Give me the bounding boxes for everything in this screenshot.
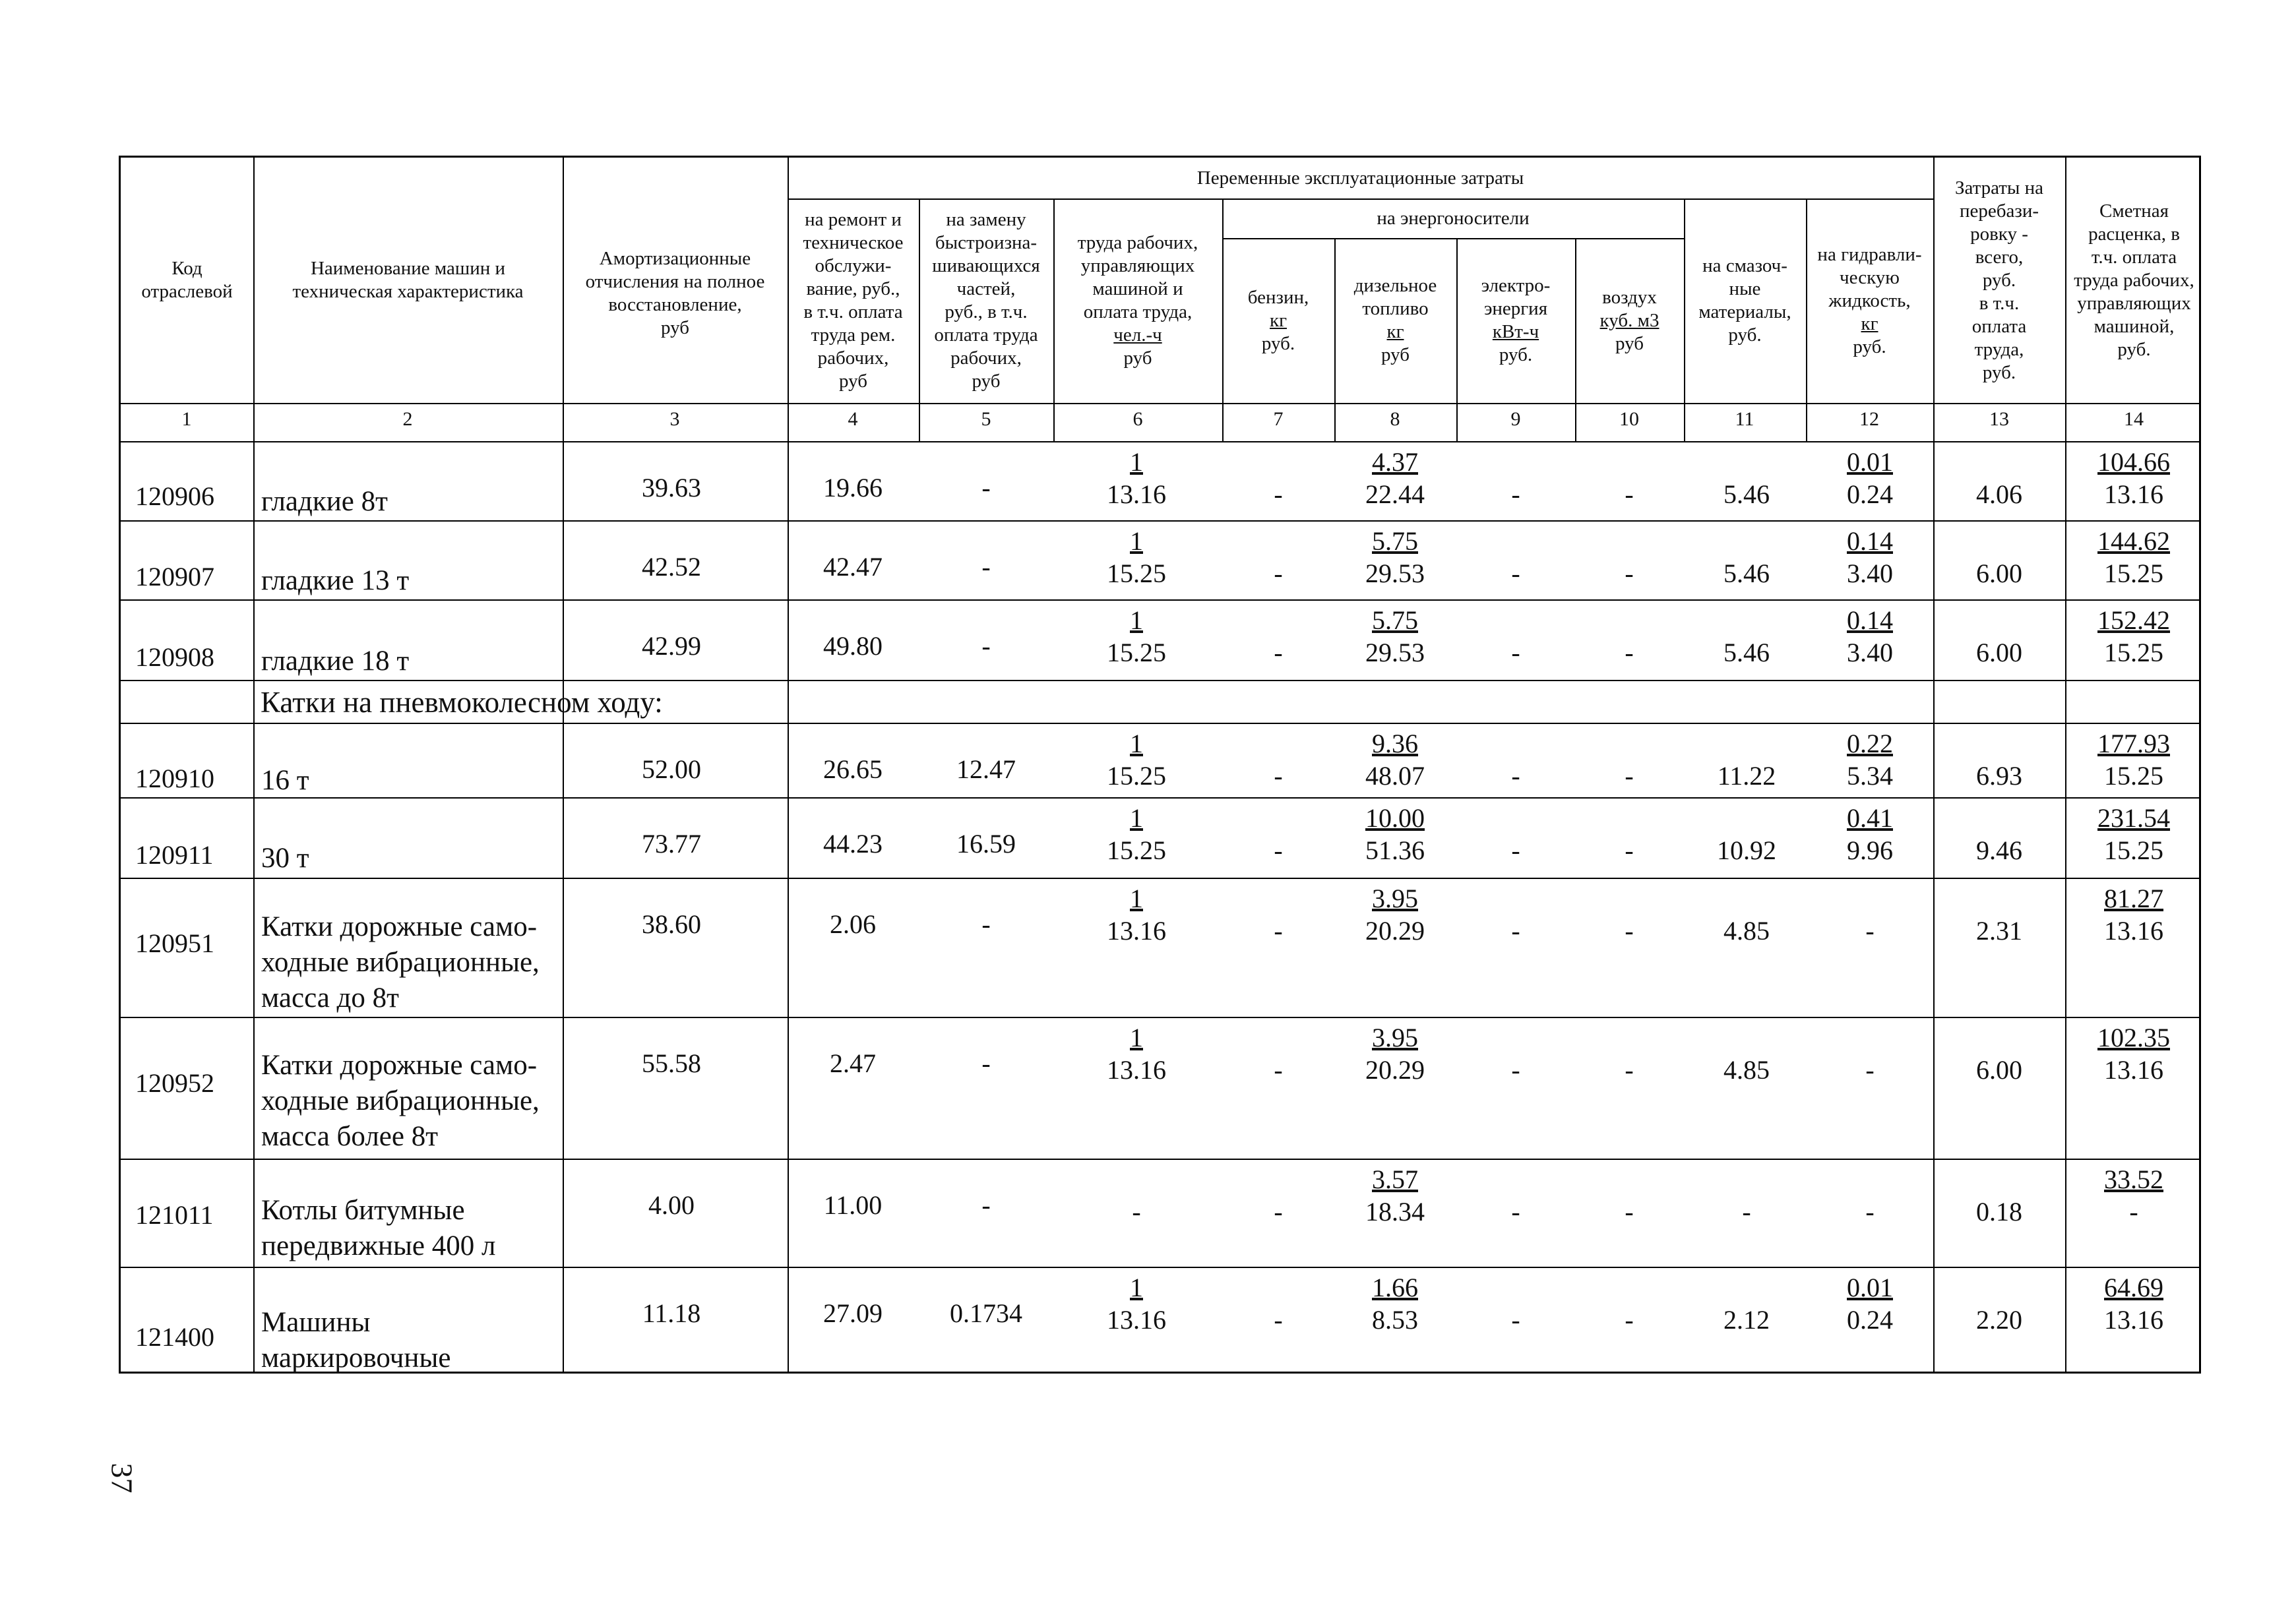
cell-electric: - xyxy=(1511,638,1520,667)
col-number: 2 xyxy=(402,408,413,430)
cell-parts: 0.1734 xyxy=(950,1298,1022,1328)
row-line xyxy=(121,599,2199,601)
cell-petrol: - xyxy=(1274,1055,1283,1085)
row-name: Катки дорожные само- ходные вибрационные, масса до 8т xyxy=(261,911,540,1014)
col-divider xyxy=(919,403,920,441)
cell-petrol: - xyxy=(1274,1197,1283,1226)
cell-electric: - xyxy=(1511,916,1520,946)
cell-electric: - xyxy=(1511,1055,1520,1085)
cell-diesel-kg: 4.37 xyxy=(1372,447,1418,477)
row-name: гладкие 8т xyxy=(261,486,388,517)
cell-air: - xyxy=(1625,835,1634,865)
cell-repair: 49.80 xyxy=(823,631,883,661)
cell-amortization: 11.18 xyxy=(642,1298,701,1328)
cell-relocation: 4.06 xyxy=(1976,479,2022,509)
cell-labor-hours: 1 xyxy=(1130,803,1143,833)
cell-labor-rub: 15.25 xyxy=(1107,559,1166,588)
cell-rate-labor: 13.16 xyxy=(2104,916,2163,946)
cell-rate-total: 152.42 xyxy=(2097,605,2170,635)
hdr-labor xyxy=(1053,198,1222,403)
col-number: 7 xyxy=(1273,408,1284,430)
cell-labor-rub: 15.25 xyxy=(1107,638,1166,667)
cell-lubricants: 11.22 xyxy=(1717,761,1776,791)
cell-relocation: 6.00 xyxy=(1976,559,2022,588)
cell-labor-hours: 1 xyxy=(1130,1023,1143,1052)
hdr-electric xyxy=(1456,238,1575,403)
cell-repair: 2.06 xyxy=(830,909,876,939)
cell-relocation: 2.20 xyxy=(1976,1305,2022,1335)
cell-rate-total: 81.27 xyxy=(2104,884,2163,913)
cell-diesel-kg: 3.57 xyxy=(1372,1165,1418,1194)
cell-hydraulic-kg: 0.01 xyxy=(1847,447,1893,477)
row-line xyxy=(121,680,2199,681)
cell-petrol: - xyxy=(1274,1305,1283,1335)
cell-air: - xyxy=(1625,1305,1634,1335)
row-name: 30 т xyxy=(261,843,309,874)
col-number: 8 xyxy=(1390,408,1400,430)
hdr-energy: на энергоносители xyxy=(1377,207,1530,229)
row-name: гладкие 18 т xyxy=(261,646,410,677)
cell-lubricants: 5.46 xyxy=(1723,638,1770,667)
cell-labor-rub: 13.16 xyxy=(1107,479,1166,509)
cell-parts: 12.47 xyxy=(956,754,1016,784)
col-divider xyxy=(1456,403,1458,441)
cell-diesel-rub: 20.29 xyxy=(1365,1055,1425,1085)
hdr-diesel-rub: руб xyxy=(1381,344,1410,365)
cell-air: - xyxy=(1625,638,1634,667)
cell-lubricants: - xyxy=(1742,1197,1751,1226)
cell-repair: 11.00 xyxy=(823,1190,883,1220)
col-divider xyxy=(1222,403,1224,441)
page-number: 37 xyxy=(105,1463,139,1494)
cell-air: - xyxy=(1625,1197,1634,1226)
hdr-diesel xyxy=(1334,238,1456,403)
cell-relocation: 6.00 xyxy=(1976,1055,2022,1085)
cell-repair: 26.65 xyxy=(823,754,883,784)
cell-diesel-rub: 29.53 xyxy=(1365,638,1425,667)
hdr-petrol-unit: кг xyxy=(1270,309,1287,331)
col-number: 1 xyxy=(181,408,192,430)
cell-rate-labor: 15.25 xyxy=(2104,835,2163,865)
cell-repair: 2.47 xyxy=(830,1048,876,1078)
row-code: 120952 xyxy=(135,1068,214,1098)
cell-labor-hours: 1 xyxy=(1130,729,1143,758)
hdr-electric-text: электро- энергия xyxy=(1481,275,1551,319)
hdr-electric-rub: руб. xyxy=(1499,344,1533,365)
cell-petrol: - xyxy=(1274,761,1283,791)
hdr-petrol-text: бензин, xyxy=(1247,286,1309,308)
cell-rate-total: 33.52 xyxy=(2104,1165,2163,1194)
cell-rate-labor: 15.25 xyxy=(2104,638,2163,667)
cell-electric: - xyxy=(1511,479,1520,509)
cell-hydraulic-rub: 9.96 xyxy=(1847,835,1893,865)
cell-rate-total: 102.35 xyxy=(2097,1023,2170,1052)
row-name: Машины маркировочные xyxy=(261,1307,451,1374)
cell-hydraulic-kg: 0.41 xyxy=(1847,803,1893,833)
hdr-diesel-unit: кг xyxy=(1386,321,1404,342)
cell-parts: 16.59 xyxy=(956,829,1016,859)
cell-amortization: 42.52 xyxy=(642,552,701,582)
cell-diesel-rub: 48.07 xyxy=(1365,761,1425,791)
cell-parts: - xyxy=(981,552,991,582)
cell-petrol: - xyxy=(1274,638,1283,667)
hdr-air-rub: руб xyxy=(1615,332,1644,354)
cell-hydraulic-kg: 0.22 xyxy=(1847,729,1893,758)
cell-diesel-kg: 9.36 xyxy=(1372,729,1418,758)
cell-rate-total: 64.69 xyxy=(2104,1273,2163,1302)
cell-petrol: - xyxy=(1274,479,1283,509)
cell-electric: - xyxy=(1511,835,1520,865)
cell-repair: 19.66 xyxy=(823,473,883,502)
cell-parts: - xyxy=(981,909,991,939)
col-divider xyxy=(1806,403,1807,441)
cell-diesel-rub: 51.36 xyxy=(1365,835,1425,865)
col-number: 13 xyxy=(1989,408,2009,430)
hdr-amort: Амортизационные отчисления на полное восстановление, руб xyxy=(585,248,765,338)
cell-petrol: - xyxy=(1274,559,1283,588)
cell-diesel-kg: 5.75 xyxy=(1372,526,1418,556)
cell-diesel-rub: 18.34 xyxy=(1365,1197,1425,1226)
col-number: 4 xyxy=(848,408,858,430)
hdr-rate: Сметная расценка, в т.ч. оплата труда рабочих, управляющих машиной, руб. xyxy=(2074,200,2194,360)
col-number: 10 xyxy=(1619,408,1639,430)
cell-amortization: 55.58 xyxy=(642,1048,701,1078)
cell-rate-total: 104.66 xyxy=(2097,447,2170,477)
cell-parts: - xyxy=(981,473,991,502)
col-divider xyxy=(1684,403,1685,441)
hdr-relocation: Затраты на перебази- ровку - всего, руб. в т.ч. оплата труда, руб. xyxy=(1954,177,2044,383)
cell-relocation: 9.46 xyxy=(1976,835,2022,865)
hdr-hydraulic-rub: руб. xyxy=(1853,336,1886,357)
cell-electric: - xyxy=(1511,1197,1520,1226)
cell-labor-hours: 1 xyxy=(1130,447,1143,477)
cell-rate-labor: 15.25 xyxy=(2104,761,2163,791)
cell-hydraulic-rub: - xyxy=(1865,1197,1875,1226)
cell-amortization: 73.77 xyxy=(642,829,701,859)
cell-electric: - xyxy=(1511,559,1520,588)
cell-electric: - xyxy=(1511,1305,1520,1335)
cell-amortization: 52.00 xyxy=(642,754,701,784)
row-name: 16 т xyxy=(261,765,309,796)
cell-relocation: 6.00 xyxy=(1976,638,2022,667)
col-number: 3 xyxy=(669,408,680,430)
cost-table xyxy=(119,156,2201,1374)
cell-diesel-rub: 20.29 xyxy=(1365,916,1425,946)
cell-relocation: 0.18 xyxy=(1976,1197,2022,1226)
cell-amortization: 38.60 xyxy=(642,909,701,939)
cell-air: - xyxy=(1625,1055,1634,1085)
cell-diesel-kg: 3.95 xyxy=(1372,1023,1418,1052)
row-name: Котлы битумные передвижные 400 л xyxy=(261,1195,496,1261)
hdr-petrol xyxy=(1222,238,1334,403)
cell-amortization: 39.63 xyxy=(642,473,701,502)
col-number: 12 xyxy=(1859,408,1879,430)
cell-diesel-rub: 22.44 xyxy=(1365,479,1425,509)
col-number: 5 xyxy=(981,408,991,430)
cell-hydraulic-rub: 5.34 xyxy=(1847,761,1893,791)
cell-rate-total: 144.62 xyxy=(2097,526,2170,556)
hdr-air-text: воздух xyxy=(1602,286,1657,308)
hdr-bottom xyxy=(121,403,2199,404)
cell-lubricants: 5.46 xyxy=(1723,559,1770,588)
cell-relocation: 6.93 xyxy=(1976,761,2022,791)
cell-parts: - xyxy=(981,1048,991,1078)
cell-electric: - xyxy=(1511,761,1520,791)
cell-labor-rub: 15.25 xyxy=(1107,761,1166,791)
hdr-electric-unit: кВт-ч xyxy=(1492,321,1539,342)
row-code: 120907 xyxy=(135,562,214,591)
cell-diesel-kg: 5.75 xyxy=(1372,605,1418,635)
hdr-air xyxy=(1575,238,1684,403)
hdr-labor-rub: руб xyxy=(1123,348,1152,369)
cell-amortization: 42.99 xyxy=(642,631,701,661)
hdr-variable-costs: Переменные эксплуатационные затраты xyxy=(1196,167,1524,189)
cell-rate-labor: 15.25 xyxy=(2104,559,2163,588)
cell-rate-labor: 13.16 xyxy=(2104,479,2163,509)
cell-lubricants: 4.85 xyxy=(1723,916,1770,946)
hdr-code: Код отраслевой xyxy=(141,258,233,302)
cell-hydraulic-rub: 3.40 xyxy=(1847,638,1893,667)
row-line xyxy=(121,1267,2199,1268)
cell-hydraulic-rub: - xyxy=(1865,916,1875,946)
cell-lubricants: 10.92 xyxy=(1717,835,1776,865)
row-line xyxy=(121,1159,2199,1160)
row-code: 120910 xyxy=(135,764,214,793)
cell-petrol: - xyxy=(1274,916,1283,946)
col-divider xyxy=(1575,403,1576,441)
cell-diesel-rub: 8.53 xyxy=(1372,1305,1418,1335)
cell-rate-total: 231.54 xyxy=(2097,803,2170,833)
cell-diesel-kg: 3.95 xyxy=(1372,884,1418,913)
cell-diesel-kg: 10.00 xyxy=(1365,803,1425,833)
cell-lubricants: 5.46 xyxy=(1723,479,1770,509)
cell-hydraulic-kg: 0.14 xyxy=(1847,605,1893,635)
cell-repair: 42.47 xyxy=(823,552,883,582)
row-line xyxy=(121,1017,2199,1018)
col-divider xyxy=(1334,403,1336,441)
row-code: 120951 xyxy=(135,928,214,958)
cell-hydraulic-kg: 0.14 xyxy=(1847,526,1893,556)
cell-petrol: - xyxy=(1274,835,1283,865)
row-code: 121400 xyxy=(135,1322,214,1352)
col-number: 6 xyxy=(1132,408,1143,430)
cell-hydraulic-kg: 0.01 xyxy=(1847,1273,1893,1302)
cell-air: - xyxy=(1625,559,1634,588)
cell-labor-rub: 13.16 xyxy=(1107,1305,1166,1335)
cell-rate-total: 177.93 xyxy=(2097,729,2170,758)
cell-parts: - xyxy=(981,1190,991,1220)
cell-diesel-rub: 29.53 xyxy=(1365,559,1425,588)
cell-air: - xyxy=(1625,916,1634,946)
hdr-hydraulic xyxy=(1806,198,1933,403)
cell-repair: 44.23 xyxy=(823,829,883,859)
cell-labor-hours: 1 xyxy=(1130,526,1143,556)
cell-hydraulic-rub: 0.24 xyxy=(1847,1305,1893,1335)
cell-air: - xyxy=(1625,479,1634,509)
hdr-hydraulic-text: на гидравли- ческую жидкость, xyxy=(1817,243,1922,311)
hdr-petrol-rub: руб. xyxy=(1261,332,1295,354)
col-number: 14 xyxy=(2124,408,2144,430)
cell-rate-labor: 13.16 xyxy=(2104,1055,2163,1085)
hdr-lubricants: на смазоч- ные материалы, руб. xyxy=(1698,255,1791,346)
cell-lubricants: 4.85 xyxy=(1723,1055,1770,1085)
row-code: 120911 xyxy=(135,840,214,870)
colnum-bottom xyxy=(121,441,2199,442)
cell-amortization: 4.00 xyxy=(648,1190,695,1220)
row-code: 120908 xyxy=(135,642,214,672)
col-number: 9 xyxy=(1510,408,1521,430)
cell-labor-rub: 15.25 xyxy=(1107,835,1166,865)
cell-rate-labor: - xyxy=(2129,1197,2138,1226)
row-line xyxy=(121,520,2199,522)
row-code: 120906 xyxy=(135,481,214,511)
hdr-labor-text: труда рабочих, управляющих машиной и оплата труда, xyxy=(1077,232,1198,322)
col-divider xyxy=(1053,403,1055,441)
cell-rate-labor: 13.16 xyxy=(2104,1305,2163,1335)
hdr-repair: на ремонт и техническое обслужи- вание, руб., в т.ч. оплата труда рем. рабочих, руб xyxy=(803,209,904,392)
row-name: Катки дорожные само- ходные вибрационные, масса более 8т xyxy=(261,1050,540,1152)
cell-relocation: 2.31 xyxy=(1976,916,2022,946)
hdr-air-unit: куб. м3 xyxy=(1599,309,1660,331)
cell-lubricants: 2.12 xyxy=(1723,1305,1770,1335)
col-number: 11 xyxy=(1735,408,1754,430)
cell-hydraulic-rub: - xyxy=(1865,1055,1875,1085)
cell-hydraulic-rub: 0.24 xyxy=(1847,479,1893,509)
cell-air: - xyxy=(1625,761,1634,791)
cell-hydraulic-rub: 3.40 xyxy=(1847,559,1893,588)
cell-repair: 27.09 xyxy=(823,1298,883,1328)
cell-labor-rub: 13.16 xyxy=(1107,916,1166,946)
row-line xyxy=(121,878,2199,879)
cell-diesel-kg: 1.66 xyxy=(1372,1273,1418,1302)
row-line xyxy=(121,797,2199,799)
cell-parts: - xyxy=(981,631,991,661)
cell-labor-hours: 1 xyxy=(1130,884,1143,913)
hdr-labor-unit: чел.-ч xyxy=(1113,324,1162,346)
section-title: Катки на пневмоколесном ходу: xyxy=(261,686,663,719)
hdr-diesel-text: дизельное топливо xyxy=(1353,275,1437,319)
hdr-name: Наименование машин и техническая характеристика xyxy=(292,258,524,302)
cell-labor-hours: 1 xyxy=(1130,1273,1143,1302)
cell-labor-rub: 13.16 xyxy=(1107,1055,1166,1085)
row-name: гладкие 13 т xyxy=(261,565,410,596)
hdr-parts: на замену быстроизна- шивающихся частей, руб., в т.ч. оплата труда рабочих, руб xyxy=(932,209,1040,392)
hdr-hydraulic-unit: кг xyxy=(1861,313,1878,334)
row-line xyxy=(121,723,2199,724)
cell-labor-rub: - xyxy=(1132,1197,1141,1226)
cell-labor-hours: 1 xyxy=(1130,605,1143,635)
row-code: 121011 xyxy=(135,1200,214,1230)
